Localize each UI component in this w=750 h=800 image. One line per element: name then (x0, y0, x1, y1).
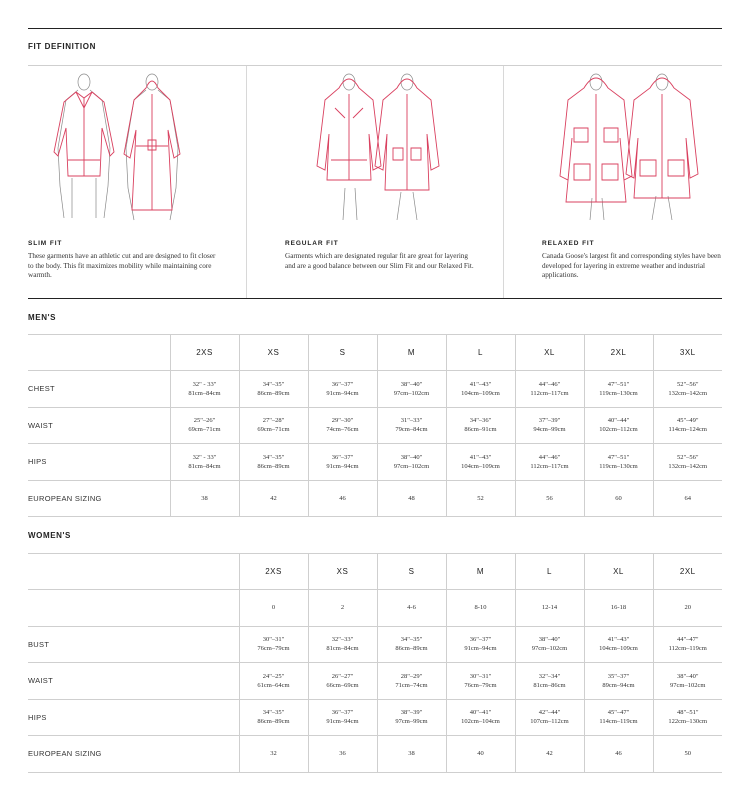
size-value-cell (653, 407, 722, 444)
value-imperial: 44"–47" (676, 636, 699, 644)
value-metric: 86cm–89cm (257, 462, 290, 470)
value-imperial: 32"–34" (538, 672, 561, 680)
size-header: L (515, 554, 584, 590)
size-header: XS (239, 335, 308, 371)
value-imperial: 24"–25" (262, 672, 285, 680)
value-metric: 114cm–124cm (668, 426, 707, 434)
relaxed-fit-illustration (504, 68, 722, 228)
row-label: WAIST (28, 663, 239, 700)
size-value-cell (308, 480, 377, 517)
value-imperial: 38 (408, 750, 415, 758)
value-imperial: 32" - 33" (192, 453, 217, 461)
size-value-cell (584, 480, 653, 517)
table-row (28, 736, 722, 773)
value-imperial: 38"–40" (538, 636, 561, 644)
value-metric: 102cm–112cm (599, 426, 638, 434)
value-metric: 76cm–79cm (464, 681, 497, 689)
size-header: 3XL (653, 335, 722, 371)
value-imperial: 30"–31" (262, 636, 285, 644)
value-metric: 112cm–117cm (530, 462, 569, 470)
size-value-cell (446, 626, 515, 663)
size-value-cell (308, 626, 377, 663)
value-metric: 104cm–109cm (461, 389, 500, 397)
size-value-cell (446, 699, 515, 736)
size-value-cell (239, 407, 308, 444)
value-imperial: 42 (546, 750, 553, 758)
regular-fit-illustration (247, 68, 503, 228)
womens-size-table (28, 553, 722, 773)
size-value-cell (515, 663, 584, 700)
size-value-cell (653, 480, 722, 517)
value-imperial: 37"–39" (538, 417, 561, 425)
top-rule (28, 28, 722, 29)
size-header: S (377, 554, 446, 590)
value-imperial: 48 (408, 494, 415, 502)
size-value-cell (515, 371, 584, 408)
size-value-cell (584, 663, 653, 700)
row-label: CHEST (28, 371, 170, 408)
value-imperial: 28"–29" (400, 672, 423, 680)
size-value-cell (239, 444, 308, 481)
mens-heading: MEN'S (28, 313, 57, 322)
size-header: XL (584, 554, 653, 590)
row-label: EUROPEAN SIZING (28, 736, 239, 773)
value-metric: 61cm–64cm (257, 681, 290, 689)
fit-definition-heading: FIT DEFINITION (28, 42, 96, 51)
value-metric: 86cm–91cm (464, 426, 497, 434)
size-value-cell (584, 371, 653, 408)
regular-fit-description: Garments which are designated regular fit are great for layering and are a good balance between our Slim Fit and our Relaxed Fit. (285, 252, 474, 270)
value-imperial: 30"–31" (469, 672, 492, 680)
size-value-cell (653, 663, 722, 700)
size-value-cell (377, 371, 446, 408)
value-metric: 104cm–109cm (461, 462, 500, 470)
value-imperial: 20 (684, 604, 691, 612)
size-value-cell (377, 407, 446, 444)
size-value-cell (377, 480, 446, 517)
size-header: XS (308, 554, 377, 590)
value-metric: 81cm–84cm (326, 645, 359, 653)
value-metric: 97cm–99cm (395, 718, 428, 726)
value-metric: 122cm–130cm (668, 718, 708, 726)
value-metric: 89cm–94cm (602, 681, 635, 689)
row-label: WAIST (28, 407, 170, 444)
table-header-row (28, 335, 722, 371)
size-value-cell (377, 626, 446, 663)
mens-size-table (28, 334, 722, 517)
value-metric: 119cm–130cm (599, 462, 638, 470)
size-value-cell (239, 699, 308, 736)
size-value-cell (308, 407, 377, 444)
value-metric: 119cm–130cm (599, 389, 638, 397)
value-imperial: 12-14 (541, 604, 558, 612)
table-row (28, 371, 722, 408)
value-imperial: 41"–43" (607, 636, 630, 644)
value-imperial: 40 (477, 750, 484, 758)
value-imperial: 36 (339, 750, 346, 758)
size-header: L (446, 335, 515, 371)
size-value-cell (584, 699, 653, 736)
size-value-cell (446, 407, 515, 444)
size-header: 2XL (584, 335, 653, 371)
slim-fit-title: SLIM FIT (28, 240, 63, 247)
size-header: 2XS (170, 335, 239, 371)
row-label: HIPS (28, 444, 170, 481)
size-value-cell (308, 590, 377, 627)
size-value-cell (239, 626, 308, 663)
value-imperial: 34"–35" (262, 709, 285, 717)
size-value-cell (377, 590, 446, 627)
value-imperial: 38 (201, 494, 208, 502)
value-imperial: 38"–40" (400, 453, 423, 461)
value-imperial: 38"–39" (400, 709, 423, 717)
value-imperial: 41"–43" (469, 453, 492, 461)
size-value-cell (584, 736, 653, 773)
size-value-cell (653, 371, 722, 408)
value-imperial: 42 (270, 494, 277, 502)
value-metric: 91cm–94cm (326, 462, 359, 470)
relaxed-fit-description: Canada Goose's largest fit and corresponding styles have been developed for layering in extreme weather and industrial applications. (542, 252, 721, 280)
value-metric: 91cm–94cm (464, 645, 497, 653)
table-row (28, 590, 722, 627)
value-metric: 97cm–102cm (531, 645, 568, 653)
row-label: EUROPEAN SIZING (28, 480, 170, 517)
value-imperial: 36"–37" (331, 453, 354, 461)
value-imperial: 16-18 (610, 604, 627, 612)
size-value-cell (515, 444, 584, 481)
size-value-cell (170, 480, 239, 517)
size-value-cell (653, 736, 722, 773)
value-imperial: 4-6 (407, 604, 416, 612)
fit-bottom-rule (28, 298, 722, 299)
size-value-cell (308, 699, 377, 736)
table-row (28, 407, 722, 444)
value-metric: 74cm–76cm (326, 426, 359, 434)
value-imperial: 40"–41" (469, 709, 492, 717)
value-metric: 114cm–119cm (599, 718, 638, 726)
relaxed-fit-title: RELAXED FIT (542, 240, 595, 247)
value-imperial: 34"–35" (400, 636, 423, 644)
table-header-row (28, 554, 722, 590)
value-imperial: 45"–49" (676, 417, 699, 425)
value-imperial: 36"–37" (331, 709, 354, 717)
value-metric: 86cm–89cm (257, 718, 290, 726)
value-metric: 69cm–71cm (257, 426, 290, 434)
size-header: S (308, 335, 377, 371)
value-metric: 112cm–117cm (530, 389, 569, 397)
size-header: M (377, 335, 446, 371)
size-value-cell (308, 444, 377, 481)
value-imperial: 8-10 (474, 604, 487, 612)
size-value-cell (239, 736, 308, 773)
size-value-cell (653, 626, 722, 663)
table-row (28, 444, 722, 481)
size-value-cell (653, 699, 722, 736)
size-value-cell (446, 371, 515, 408)
size-value-cell (239, 480, 308, 517)
value-imperial: 38"–40" (400, 380, 423, 388)
value-imperial: 48"–51" (676, 709, 699, 717)
value-imperial: 31"–33" (400, 417, 423, 425)
size-value-cell (446, 736, 515, 773)
size-value-cell (377, 736, 446, 773)
table-row (28, 699, 722, 736)
value-imperial: 34"–35" (262, 453, 285, 461)
slim-fit-description: These garments have an athletic cut and are designed to fit closer to the body. This fit maximizes mobility while maintaining core warmth. (28, 252, 216, 280)
value-imperial: 41"–43" (469, 380, 492, 388)
value-imperial: 52 (477, 494, 484, 502)
value-metric: 81cm–84cm (188, 389, 221, 397)
value-metric: 86cm–89cm (257, 389, 290, 397)
value-metric: 86cm–89cm (395, 645, 428, 653)
size-value-cell (170, 371, 239, 408)
corner-cell (28, 335, 170, 371)
womens-heading: WOMEN'S (28, 531, 71, 540)
fit-panel-regular (247, 66, 503, 298)
size-value-cell (239, 590, 308, 627)
value-metric: 97cm–102cm (393, 389, 430, 397)
value-imperial: 27"–28" (262, 417, 285, 425)
value-metric: 79cm–84cm (395, 426, 428, 434)
value-imperial: 52"–56" (676, 380, 699, 388)
size-value-cell (239, 371, 308, 408)
size-value-cell (653, 444, 722, 481)
value-metric: 132cm–142cm (668, 462, 708, 470)
value-imperial: 64 (684, 494, 691, 502)
value-imperial: 25"–26" (193, 417, 216, 425)
size-value-cell (515, 480, 584, 517)
value-metric: 112cm–119cm (668, 645, 707, 653)
size-value-cell (653, 590, 722, 627)
size-value-cell (446, 480, 515, 517)
size-value-cell (446, 444, 515, 481)
value-imperial: 47"–51" (607, 453, 630, 461)
value-imperial: 32 (270, 750, 277, 758)
size-value-cell (584, 444, 653, 481)
value-imperial: 60 (615, 494, 622, 502)
value-metric: 132cm–142cm (668, 389, 708, 397)
value-imperial: 34"–35" (262, 380, 285, 388)
size-value-cell (446, 590, 515, 627)
table-row (28, 626, 722, 663)
size-value-cell (515, 736, 584, 773)
size-value-cell (515, 407, 584, 444)
size-header: 2XS (239, 554, 308, 590)
value-imperial: 52"–56" (676, 453, 699, 461)
value-metric: 76cm–79cm (257, 645, 290, 653)
value-metric: 66cm–69cm (326, 681, 359, 689)
size-value-cell (446, 663, 515, 700)
value-imperial: 46 (339, 494, 346, 502)
value-metric: 102cm–104cm (461, 718, 500, 726)
value-metric: 91cm–94cm (326, 389, 359, 397)
size-value-cell (308, 663, 377, 700)
value-metric: 107cm–112cm (530, 718, 569, 726)
value-imperial: 46 (615, 750, 622, 758)
value-imperial: 44"–46" (538, 453, 561, 461)
value-metric: 104cm–109cm (599, 645, 638, 653)
row-label (28, 590, 239, 627)
value-metric: 81cm–86cm (533, 681, 566, 689)
value-imperial: 36"–37" (331, 380, 354, 388)
regular-fit-title: REGULAR FIT (285, 240, 339, 247)
size-value-cell (515, 699, 584, 736)
size-header: M (446, 554, 515, 590)
value-imperial: 44"–46" (538, 380, 561, 388)
size-value-cell (377, 444, 446, 481)
value-metric: 97cm–102cm (393, 462, 430, 470)
size-value-cell (170, 444, 239, 481)
value-imperial: 0 (271, 604, 276, 612)
value-imperial: 34"–36" (469, 417, 492, 425)
size-value-cell (584, 590, 653, 627)
value-metric: 81cm–84cm (188, 462, 221, 470)
value-metric: 94cm–99cm (533, 426, 566, 434)
size-value-cell (377, 663, 446, 700)
size-value-cell (584, 626, 653, 663)
value-imperial: 42"–44" (538, 709, 561, 717)
value-imperial: 56 (546, 494, 553, 502)
size-header: 2XL (653, 554, 722, 590)
value-imperial: 26"–27" (331, 672, 354, 680)
table-row (28, 663, 722, 700)
value-imperial: 45"–47" (607, 709, 630, 717)
value-imperial: 47"–51" (607, 380, 630, 388)
size-header: XL (515, 335, 584, 371)
value-imperial: 32"–33" (331, 636, 354, 644)
size-value-cell (515, 626, 584, 663)
fit-panel-slim (28, 66, 246, 298)
value-metric: 71cm–74cm (395, 681, 428, 689)
size-value-cell (377, 699, 446, 736)
value-imperial: 35"–37" (607, 672, 630, 680)
size-value-cell (170, 407, 239, 444)
size-value-cell (584, 407, 653, 444)
size-value-cell (515, 590, 584, 627)
value-metric: 97cm–102cm (670, 681, 706, 689)
size-value-cell (239, 663, 308, 700)
table-row (28, 480, 722, 517)
size-value-cell (308, 371, 377, 408)
value-metric: 69cm–71cm (188, 426, 221, 434)
row-label: BUST (28, 626, 239, 663)
size-value-cell (308, 736, 377, 773)
value-imperial: 36"–37" (469, 636, 492, 644)
value-imperial: 50 (684, 750, 691, 758)
value-imperial: 32" - 33" (192, 380, 217, 388)
row-label: HIPS (28, 699, 239, 736)
slim-fit-illustration (28, 68, 246, 228)
value-imperial: 38"–40" (676, 672, 699, 680)
value-imperial: 40"–44" (607, 417, 630, 425)
value-imperial: 29"–30" (331, 417, 354, 425)
fit-panel-relaxed (504, 66, 722, 298)
value-metric: 91cm–94cm (326, 718, 359, 726)
corner-cell (28, 554, 239, 590)
value-imperial: 2 (340, 604, 345, 612)
